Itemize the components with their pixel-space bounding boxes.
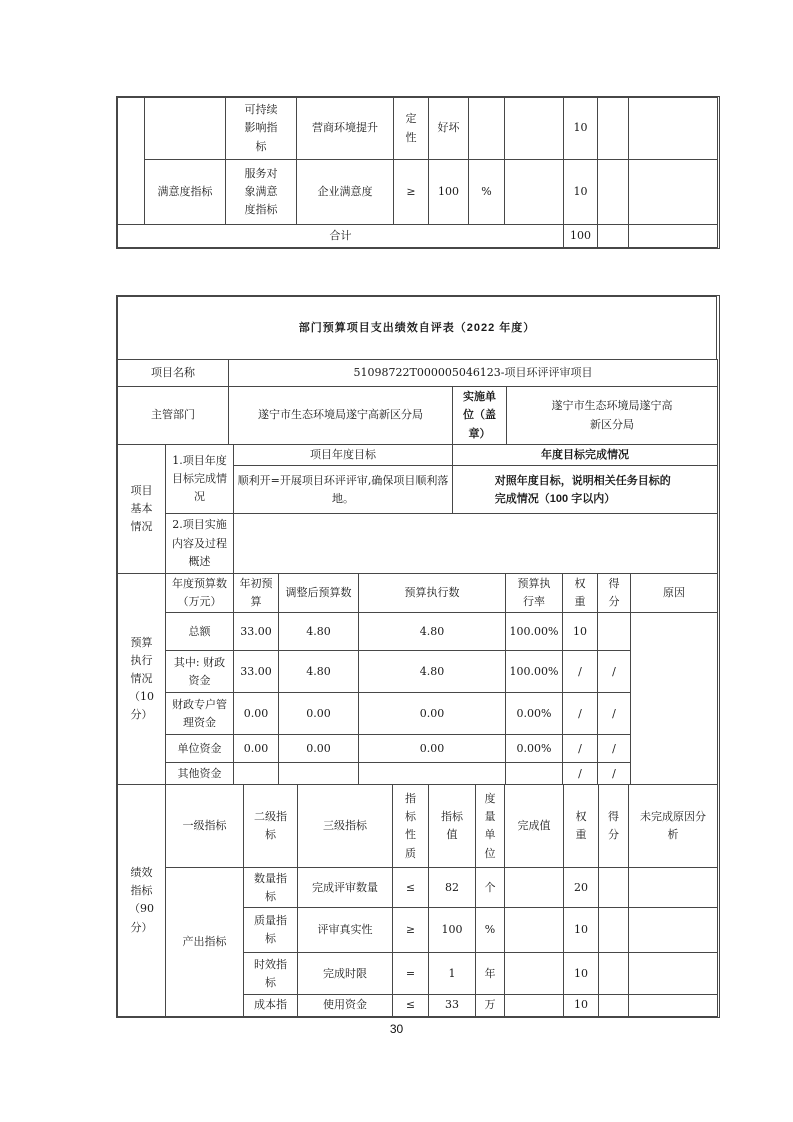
budget-adjusted-cell <box>279 763 359 785</box>
perf-level2-cell <box>244 908 298 953</box>
impl-unit-value-text: 遂宁市生态环境局遂宁高新区分局 <box>551 399 673 431</box>
perf-header-level1: 一级指标 <box>166 785 244 868</box>
done-value-cell <box>505 160 564 225</box>
perf-header-reason <box>629 785 718 868</box>
budget-executed-cell <box>359 763 506 785</box>
nature-cell <box>394 98 429 160</box>
perf-nature-cell: ≤ <box>393 995 429 1016</box>
perf-level3-cell: 完成评审数量 <box>298 868 393 908</box>
perf-nature-cell: = <box>393 953 429 995</box>
budget-header-score-text: 得分 <box>608 577 620 609</box>
perf-reason-cell <box>629 953 718 995</box>
budget-header-reason: 原因 <box>631 574 718 613</box>
budget-row-special-account <box>118 693 718 735</box>
budget-section-label <box>118 574 166 785</box>
basic-section-label <box>118 445 166 574</box>
reason-cell <box>629 160 718 225</box>
budget-header-row <box>118 574 718 613</box>
perf-reason-cell <box>629 908 718 953</box>
perf-level2-cell <box>244 953 298 995</box>
budget-score-cell <box>598 613 631 651</box>
done-value-cell <box>505 98 564 160</box>
perf-nature-cell: ≥ <box>393 908 429 953</box>
score-cell <box>598 160 629 225</box>
budget-score-cell: / <box>598 735 631 763</box>
budget-row-other-funds <box>118 763 718 785</box>
weight-cell: 10 <box>564 160 598 225</box>
goal-header-row <box>118 445 718 466</box>
budget-initial-cell: 0.00 <box>234 693 279 735</box>
perf-header-level2 <box>244 785 298 868</box>
project-name-value: 51098722T000005046123-项目环评评审项目 <box>229 360 718 387</box>
annual-goal-header: 项目年度目标 <box>234 445 453 466</box>
unit-cell: % <box>469 160 505 225</box>
perf-header-level3: 三级指标 <box>298 785 393 868</box>
section-spacer-cell <box>118 98 145 225</box>
budget-name-cell: 总额 <box>166 613 234 651</box>
budget-adjusted-cell: 4.80 <box>279 613 359 651</box>
implementation-row <box>118 514 718 574</box>
budget-rate-cell: 100.00% <box>506 651 563 693</box>
performance-continuation-table <box>117 97 718 248</box>
basic-section-label-text: 项目基本情况 <box>130 483 153 534</box>
budget-rate-cell: 0.00% <box>506 735 563 763</box>
budget-adjusted-cell: 0.00 <box>279 693 359 735</box>
perf-done-cell <box>505 953 564 995</box>
perf-level2-text: 时效指标 <box>254 957 287 989</box>
perf-unit-cell: 年 <box>476 953 505 995</box>
nature-cell: ≥ <box>394 160 429 225</box>
perf-value-cell: 100 <box>429 908 476 953</box>
perf-weight-cell: 20 <box>564 868 599 908</box>
perf-section-label-text: 绩效指标（90分） <box>129 866 154 934</box>
budget-score-cell: / <box>598 763 631 785</box>
budget-initial-cell: 33.00 <box>234 613 279 651</box>
budget-rate-cell: 0.00% <box>506 693 563 735</box>
perf-row-quantity <box>118 868 718 908</box>
perf-reason-cell <box>629 995 718 1016</box>
budget-header-weight <box>563 574 598 613</box>
reason-cell <box>629 98 718 160</box>
perf-unit-cell: % <box>476 908 505 953</box>
perf-header-reason-text: 未完成原因分析 <box>639 810 706 842</box>
perf-reason-cell <box>629 868 718 908</box>
dept-value: 遂宁市生态环境局遂宁高新区分局 <box>229 387 453 445</box>
perf-header-level2-text: 二级指标 <box>254 810 287 842</box>
score-cell <box>598 98 629 160</box>
perf-level3-cell: 使用资金 <box>298 995 393 1016</box>
level2-label: 可持续影响指标 <box>244 103 278 153</box>
perf-header-value <box>429 785 476 868</box>
budget-weight-cell: / <box>563 693 598 735</box>
budget-rate-cell <box>506 763 563 785</box>
perf-weight-cell: 10 <box>564 995 599 1016</box>
total-score-cell <box>598 225 629 248</box>
budget-name-cell: 其他资金 <box>166 763 234 785</box>
level1-cell: 满意度指标 <box>145 160 226 225</box>
level2-cell <box>226 160 297 225</box>
project-name-label: 项目名称 <box>118 360 229 387</box>
perf-score-cell <box>599 995 629 1016</box>
budget-name-cell: 单位资金 <box>166 735 234 763</box>
table-row <box>118 98 718 160</box>
perf-header-weight-text: 权重 <box>575 810 587 842</box>
budget-row-unit-funds <box>118 735 718 763</box>
budget-row-fiscal <box>118 651 718 693</box>
budget-executed-cell: 0.00 <box>359 693 506 735</box>
perf-header-row <box>118 785 718 868</box>
perf-level2-text: 质量指标 <box>254 914 287 946</box>
perf-nature-cell: ≤ <box>393 868 429 908</box>
perf-unit-cell: 万 <box>476 995 505 1016</box>
level1-empty-cell <box>145 98 226 160</box>
budget-header-initial: 年初预算 <box>234 574 279 613</box>
perf-header-done: 完成值 <box>505 785 564 868</box>
budget-header-annual: 年度预算数（万元） <box>166 574 234 613</box>
perf-header-value-text: 指标值 <box>441 810 463 842</box>
budget-initial-cell: 33.00 <box>234 651 279 693</box>
perf-level2-text: 数量指标 <box>254 871 287 903</box>
perf-weight-cell: 10 <box>564 908 599 953</box>
perf-done-cell <box>505 908 564 953</box>
goal-completion-header: 年度目标完成情况 <box>453 445 718 466</box>
basic-info-table <box>117 444 718 574</box>
perf-value-cell: 33 <box>429 995 476 1016</box>
goal-completion-text <box>453 466 718 514</box>
total-label-cell: 合计 <box>118 225 564 248</box>
title-table <box>117 296 717 360</box>
perf-header-score-text: 得分 <box>608 810 619 842</box>
basic-item2-cell: 2.项目实施内容及过程概述 <box>166 514 234 574</box>
annual-goal-text: 顺利开=开展项目环评评审,确保项目顺利落地。 <box>234 466 453 514</box>
budget-header-weight-text: 权重 <box>574 577 586 609</box>
implementation-content-cell <box>234 514 718 574</box>
budget-reason-cell <box>631 613 718 785</box>
impl-unit-label-text: 实施单位（盖章） <box>463 391 496 440</box>
budget-name-cell: 其中: 财政资金 <box>166 651 234 693</box>
perf-score-cell <box>599 953 629 995</box>
impl-unit-label <box>453 387 507 445</box>
perf-section-label <box>118 785 166 1016</box>
budget-row-total <box>118 613 718 651</box>
budget-adjusted-cell: 4.80 <box>279 651 359 693</box>
budget-weight-cell: / <box>563 735 598 763</box>
budget-rate-cell: 100.00% <box>506 613 563 651</box>
level3-cell: 企业满意度 <box>297 160 394 225</box>
total-row <box>118 225 718 248</box>
budget-table <box>117 573 718 785</box>
total-weight-cell: 100 <box>564 225 598 248</box>
budget-initial-cell <box>234 763 279 785</box>
self-eval-table <box>116 295 720 1018</box>
budget-score-cell: / <box>598 693 631 735</box>
perf-value-cell: 1 <box>429 953 476 995</box>
budget-adjusted-cell: 0.00 <box>279 735 359 763</box>
budget-section-label-text: 预算执行情况（10分） <box>129 635 154 722</box>
perf-level2-cell: 成本指 <box>244 995 298 1016</box>
project-name-row <box>118 360 718 387</box>
perf-header-unit <box>476 785 505 868</box>
perf-level2-cell <box>244 868 298 908</box>
budget-header-rate <box>506 574 563 613</box>
budget-initial-cell: 0.00 <box>234 735 279 763</box>
perf-score-cell <box>599 908 629 953</box>
impl-unit-value <box>507 387 718 445</box>
budget-weight-cell: / <box>563 763 598 785</box>
unit-cell <box>469 98 505 160</box>
perf-header-nature-text: 指标性质 <box>405 792 416 860</box>
perf-header-unit-text: 度量单位 <box>484 792 496 860</box>
table-title: 部门预算项目支出绩效自评表（2022 年度） <box>118 297 717 360</box>
perf-unit-cell: 个 <box>476 868 505 908</box>
title-row <box>118 297 717 360</box>
project-info-table <box>117 359 718 445</box>
budget-score-cell: / <box>598 651 631 693</box>
perf-weight-cell: 10 <box>564 953 599 995</box>
goal-completion-text-inner: 对照年度目标，说明相关任务目标的完成情况（100 字以内） <box>494 474 671 505</box>
budget-executed-cell: 0.00 <box>359 735 506 763</box>
perf-level3-cell: 评审真实性 <box>298 908 393 953</box>
nature-label: 定性 <box>405 112 417 144</box>
basic-item1-cell: 1.项目年度目标完成情况 <box>166 445 234 514</box>
level3-cell: 营商环境提升 <box>297 98 394 160</box>
level2-label: 服务对象满意度指标 <box>244 166 278 217</box>
weight-cell: 10 <box>564 98 598 160</box>
budget-header-adjusted: 调整后预算数 <box>279 574 359 613</box>
performance-table <box>117 784 718 1016</box>
perf-header-nature <box>393 785 429 868</box>
perf-header-score <box>599 785 629 868</box>
perf-header-weight <box>564 785 599 868</box>
budget-header-rate-text: 预算执行率 <box>517 577 551 609</box>
budget-name-cell: 财政专户管理资金 <box>166 693 234 735</box>
dept-label: 主管部门 <box>118 387 229 445</box>
page-number: 30 <box>389 1022 404 1036</box>
target-value-cell: 好坏 <box>429 98 469 160</box>
perf-score-cell <box>599 868 629 908</box>
department-row <box>118 387 718 445</box>
budget-executed-cell: 4.80 <box>359 651 506 693</box>
total-reason-cell <box>629 225 718 248</box>
budget-weight-cell: / <box>563 651 598 693</box>
perf-level3-cell: 完成时限 <box>298 953 393 995</box>
table-row <box>118 160 718 225</box>
perf-level1-cell: 产出指标 <box>166 868 244 1016</box>
budget-header-executed: 预算执行数 <box>359 574 506 613</box>
continuation-table <box>116 96 720 249</box>
budget-header-score <box>598 574 631 613</box>
perf-done-cell <box>505 995 564 1016</box>
level2-cell <box>226 98 297 160</box>
perf-done-cell <box>505 868 564 908</box>
perf-value-cell: 82 <box>429 868 476 908</box>
target-value-cell: 100 <box>429 160 469 225</box>
budget-executed-cell: 4.80 <box>359 613 506 651</box>
budget-weight-cell: 10 <box>563 613 598 651</box>
